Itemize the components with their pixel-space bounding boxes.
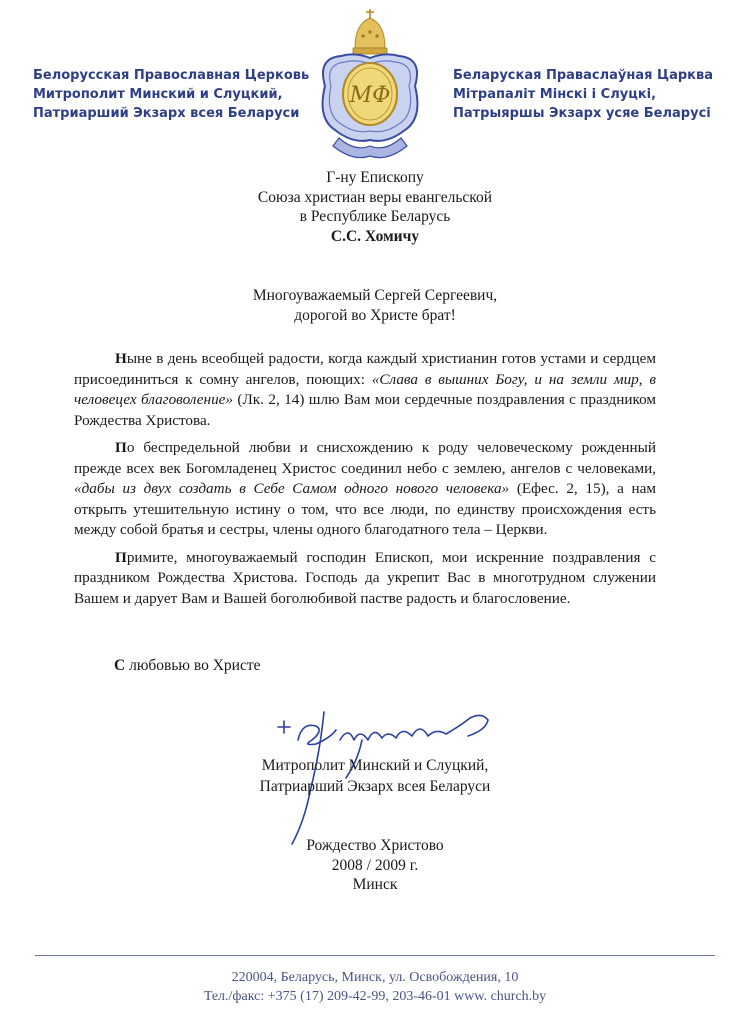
scripture-quote: «дабы из двух создать в Себе Самом одного нового человека»	[74, 480, 510, 497]
body-paragraph	[74, 548, 656, 610]
addressee-line: в Республике Беларусь	[299, 208, 451, 225]
date-line: Минск	[352, 876, 398, 893]
letterhead-right-line: Мітрапаліт Мінскі і Слуцкі,	[453, 87, 657, 102]
drop-initial: С	[114, 657, 126, 674]
letterhead-right-line: Патрыяршы Экзарх усяе Беларусі	[453, 106, 711, 121]
closing-text: любовью во Христе	[125, 657, 261, 674]
date-line: 2008 / 2009 г.	[331, 856, 419, 874]
paragraph-text: ыне в день всеобщей радости, когда каждый христианин готов устами и сердцем присоединиться к сомну ангелов, поющих:	[74, 350, 656, 388]
letterhead-left-line: Белорусская Православная Церковь	[33, 68, 310, 83]
drop-initial: П	[115, 548, 127, 566]
date-block	[200, 836, 550, 895]
paragraph-text: о беспредельной любви и снисхождению к роду человеческому рожденный прежде всех век Богомладенец Христос соединил небо с землею, ангелов с человеками,	[74, 439, 656, 477]
addressee-name: С.С. Хомичу	[330, 227, 420, 245]
body-paragraph	[74, 438, 656, 541]
drop-initial: Н	[115, 350, 127, 367]
signer-line: Митрополит Минский и Слуцкий,	[261, 757, 489, 774]
paragraph-text: римите, многоуважаемый господин Епископ, мои искренние поздравления с праздником Рождества Христова. Господь да укрепит Вас в многотрудном служении Вашем и дарует Вам и Вашей боголюбивой пастве радость и благословение.	[74, 548, 656, 607]
date-line: Рождество Христово	[306, 837, 444, 854]
signer-line: Патриарший Экзарх всея Беларуси	[259, 777, 491, 795]
addressee-block	[160, 168, 590, 246]
church-emblem-icon	[295, 6, 445, 166]
letterhead-right-line: Беларуская Праваслаўная Царква	[453, 68, 713, 83]
letter-body	[74, 349, 656, 616]
addressee-line: Г-ну Епископу	[326, 169, 424, 186]
footer-address: 220004, Беларусь, Минск, ул. Освобождения, 10	[231, 970, 519, 985]
addressee-line: Союза христиан веры евангельской	[257, 188, 493, 206]
signer-block	[200, 756, 550, 797]
salutation	[160, 286, 590, 326]
letterhead-right	[453, 66, 713, 123]
salutation-line: дорогой во Христе брат!	[294, 307, 456, 324]
letterhead-left-line: Патриарший Экзарх всея Беларуси	[33, 106, 300, 121]
scripture-quote: «Слава в вышних Богу, и на земли мир, в человецех благоволение»	[74, 370, 656, 408]
footer-contacts: Тел./факс: +375 (17) 209-42-99, 203-46-01 www. church.by	[203, 989, 547, 1004]
letterhead-left	[33, 66, 309, 123]
footer-divider	[35, 955, 715, 956]
letterhead-left-line: Митрополит Минский и Слуцкий,	[33, 87, 283, 102]
salutation-line: Многоуважаемый Сергей Сергеевич,	[252, 287, 498, 304]
emblem-monogram: МФ	[349, 83, 391, 108]
paragraph-text: (Ефес. 2, 15), а нам открыть утешительную истину о том, что все люди, по единству происхождения есть между собой братья и сестры, члены одного благодатного тела – Церкви.	[74, 480, 656, 538]
paragraph-text: (Лк. 2, 14) шлю Вам мои сердечные поздравления с праздником Рождества Христова.	[74, 391, 656, 429]
closing-line	[114, 656, 260, 676]
body-paragraph	[74, 349, 656, 431]
mitre-icon	[353, 9, 387, 54]
drop-initial: П	[115, 439, 127, 456]
footer	[100, 968, 650, 1006]
